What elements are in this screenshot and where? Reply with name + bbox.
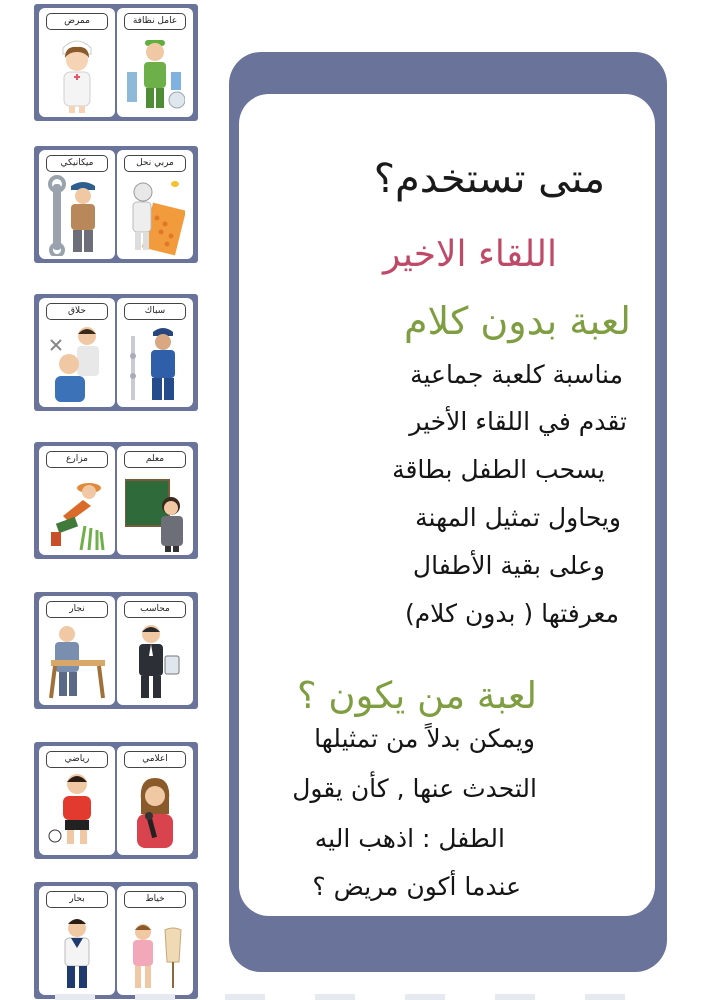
card-pair-beekeeper-mechanic	[34, 146, 198, 263]
info-panel-content	[239, 94, 655, 916]
job-cards-column	[34, 4, 199, 999]
last-meeting-label: اللقاء الاخير	[383, 234, 557, 275]
job-card-journalist	[117, 746, 193, 855]
mechanic-illustration	[47, 174, 107, 256]
card-pair-teacher-farmer	[34, 442, 198, 559]
game1-line: وعلى بقية الأطفال	[412, 551, 605, 580]
job-card-label: معلم	[124, 451, 186, 468]
job-card-accountant	[117, 596, 193, 705]
job-card-farmer	[39, 446, 115, 555]
job-card-label: نجار	[46, 601, 108, 618]
info-panel	[229, 52, 667, 972]
bottom-decorative-strip	[55, 990, 695, 1000]
job-card-cleaner	[117, 8, 193, 117]
game1-line: معرفتها ( بدون كلام)	[404, 599, 619, 628]
job-card-label: ممرض	[46, 13, 108, 30]
job-card-plumber	[117, 298, 193, 407]
beekeeper-illustration	[125, 174, 185, 256]
job-card-label: مربي نحل	[124, 155, 186, 172]
job-card-teacher	[117, 446, 193, 555]
game1-title: لعبة بدون كلام	[404, 299, 631, 343]
job-card-label: سباك	[124, 303, 186, 320]
job-card-label: اعلامي	[124, 751, 186, 768]
job-card-label: حلاق	[46, 303, 108, 320]
job-card-label: عامل نظافة	[124, 13, 186, 30]
game2-line: الطفل : اذهب اليه	[314, 824, 505, 853]
game2-line: عندما أكون مريض ؟	[312, 872, 521, 901]
job-card-label: بحار	[46, 891, 108, 908]
accountant-illustration	[125, 620, 185, 702]
game1-line: مناسبة كلعبة جماعية	[410, 360, 623, 389]
job-card-sailor	[39, 886, 115, 995]
carpenter-illustration	[47, 620, 107, 702]
job-card-carpenter	[39, 596, 115, 705]
job-card-label: رياضي	[46, 751, 108, 768]
game1-line: ويحاول تمثيل المهنة	[415, 503, 621, 532]
journalist-illustration	[125, 770, 185, 852]
sailor-illustration	[47, 910, 107, 992]
job-card-beekeeper	[117, 150, 193, 259]
game2-line: ويمكن بدلاً من تمثيلها	[314, 724, 535, 753]
job-card-mechanic	[39, 150, 115, 259]
teacher-illustration	[125, 470, 185, 552]
cleaner-illustration	[125, 32, 185, 114]
card-pair-journalist-athlete	[34, 742, 198, 859]
job-card-nurse	[39, 8, 115, 117]
job-card-label: محاسب	[124, 601, 186, 618]
job-card-label: مزارع	[46, 451, 108, 468]
job-card-athlete	[39, 746, 115, 855]
panel-heading: متى تستخدم؟	[373, 156, 605, 202]
job-card-barber	[39, 298, 115, 407]
game1-line: تقدم في اللقاء الأخير	[409, 407, 627, 436]
nurse-illustration	[47, 32, 107, 114]
tailor-illustration	[125, 910, 185, 992]
job-card-label: خياط	[124, 891, 186, 908]
game2-title: لعبة من يكون ؟	[296, 674, 537, 717]
game2-line: التحدث عنها , كأن يقول	[292, 774, 537, 803]
athlete-illustration	[47, 770, 107, 852]
job-card-label: ميكانيكي	[46, 155, 108, 172]
card-pair-accountant-carpenter	[34, 592, 198, 709]
job-card-tailor	[117, 886, 193, 995]
game1-line: يسحب الطفل بطاقة	[392, 455, 605, 484]
card-pair-cleaner-nurse	[34, 4, 198, 121]
plumber-illustration	[125, 322, 185, 404]
card-pair-plumber-barber	[34, 294, 198, 411]
card-pair-tailor-sailor	[34, 882, 198, 999]
barber-illustration	[47, 322, 107, 404]
farmer-illustration	[47, 470, 107, 552]
